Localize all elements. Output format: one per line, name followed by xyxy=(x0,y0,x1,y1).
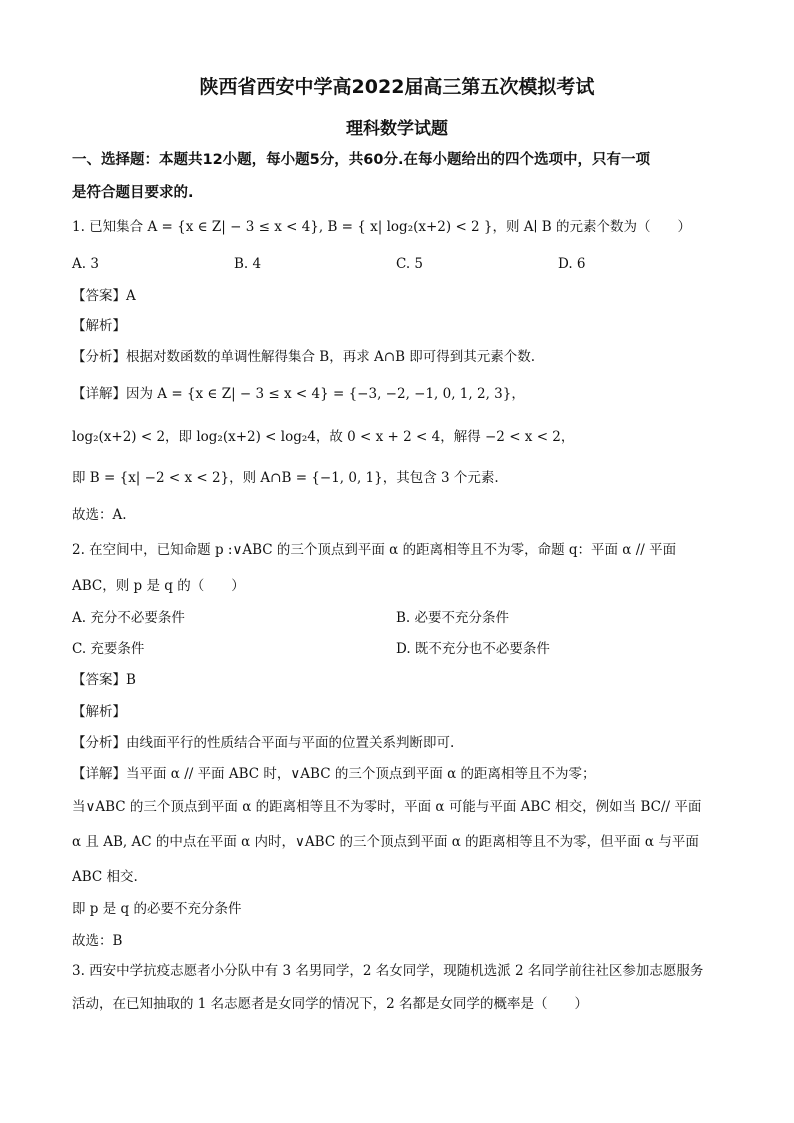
q1-option-c: C. 5 xyxy=(396,256,424,272)
section-heading-line1: 一、选择题：本题共12小题，每小题5分，共60分.在每小题给出的四个选项中，只有一项 xyxy=(72,152,650,168)
q2-analysis: 【分析】由线面平行的性质结合平面与平面的位置关系判断即可. xyxy=(72,735,455,751)
q1-analysis: 【分析】根据对数函数的单调性解得集合 B，再求 A∩B 即可得到其元素个数. xyxy=(72,349,536,365)
q2-answer: 【答案】B xyxy=(72,672,136,688)
q2-option-b: B. 必要不充分条件 xyxy=(396,610,510,626)
q1-option-b: B. 4 xyxy=(234,256,262,272)
q1-choose: 故选：A. xyxy=(72,507,127,523)
q2-choose: 故选：B xyxy=(72,933,123,949)
q2-detail-2: 当∨ABC 的三个顶点到平面 α 的距离相等且不为零时，平面 α 可能与平面 ABC 相交，例如当 BC// 平面 xyxy=(72,799,702,815)
q1-jiexi: 【解析】 xyxy=(72,318,126,334)
q2-stem-2: ABC，则 p 是 q 的（ ） xyxy=(72,578,245,594)
q1-answer: 【答案】A xyxy=(72,288,136,304)
section-heading-line2: 是符合题目要求的. xyxy=(72,185,194,201)
q2-jiexi: 【解析】 xyxy=(72,704,126,720)
q1-stem: 1. 已知集合 A = {x ∈ Z| − 3 ≤ x < 4}, B = { x| log₂(x+2) < 2 }，则 A∣ B 的元素个数为（ ） xyxy=(72,219,691,235)
q2-option-c: C. 充要条件 xyxy=(72,641,145,657)
q2-option-d: D. 既不充分也不必要条件 xyxy=(396,641,550,657)
exam-title: 陕西省西安中学高2022届高三第五次模拟考试 xyxy=(199,76,595,98)
q3-stem-2: 活动，在已知抽取的 1 名志愿者是女同学的情况下，2 名都是女同学的概率是（ ） xyxy=(72,996,589,1012)
q3-stem-1: 3. 西安中学抗疫志愿者小分队中有 3 名男同学，2 名女同学，现随机选派 2 名同学前往社区参加志愿服务 xyxy=(72,963,704,979)
q1-detail-1: 【详解】因为 A = {x ∈ Z| − 3 ≤ x < 4} = {−3, −2, −1, 0, 1, 2, 3}， xyxy=(72,386,525,402)
q1-option-a: A. 3 xyxy=(72,256,99,272)
q2-detail-3: α 且 AB, AC 的中点在平面 α 内时，∨ABC 的三个顶点到平面 α 的距离相等且不为零，但平面 α 与平面 xyxy=(72,834,699,850)
q2-option-a: A. 充分不必要条件 xyxy=(72,610,185,626)
q1-option-d: D. 6 xyxy=(558,256,586,272)
exam-subtitle: 理科数学试题 xyxy=(346,119,448,139)
q2-detail-4: ABC 相交. xyxy=(72,869,138,885)
q1-detail-2: log₂(x+2) < 2，即 log₂(x+2) < log₂4，故 0 < x + 2 < 4，解得 −2 < x < 2， xyxy=(72,429,575,445)
q2-conclusion: 即 p 是 q 的必要不充分条件 xyxy=(72,901,242,917)
q1-detail-3: 即 B = {x| −2 < x < 2}，则 A∩B = {−1, 0, 1}，其包含 3 个元素. xyxy=(72,470,499,486)
q2-detail-1: 【详解】当平面 α // 平面 ABC 时，∨ABC 的三个顶点到平面 α 的距离相等且不为零； xyxy=(72,766,596,782)
q2-stem-1: 2. 在空间中，已知命题 p :∨ABC 的三个顶点到平面 α 的距离相等且不为零，命题 q：平面 α // 平面 xyxy=(72,542,677,558)
